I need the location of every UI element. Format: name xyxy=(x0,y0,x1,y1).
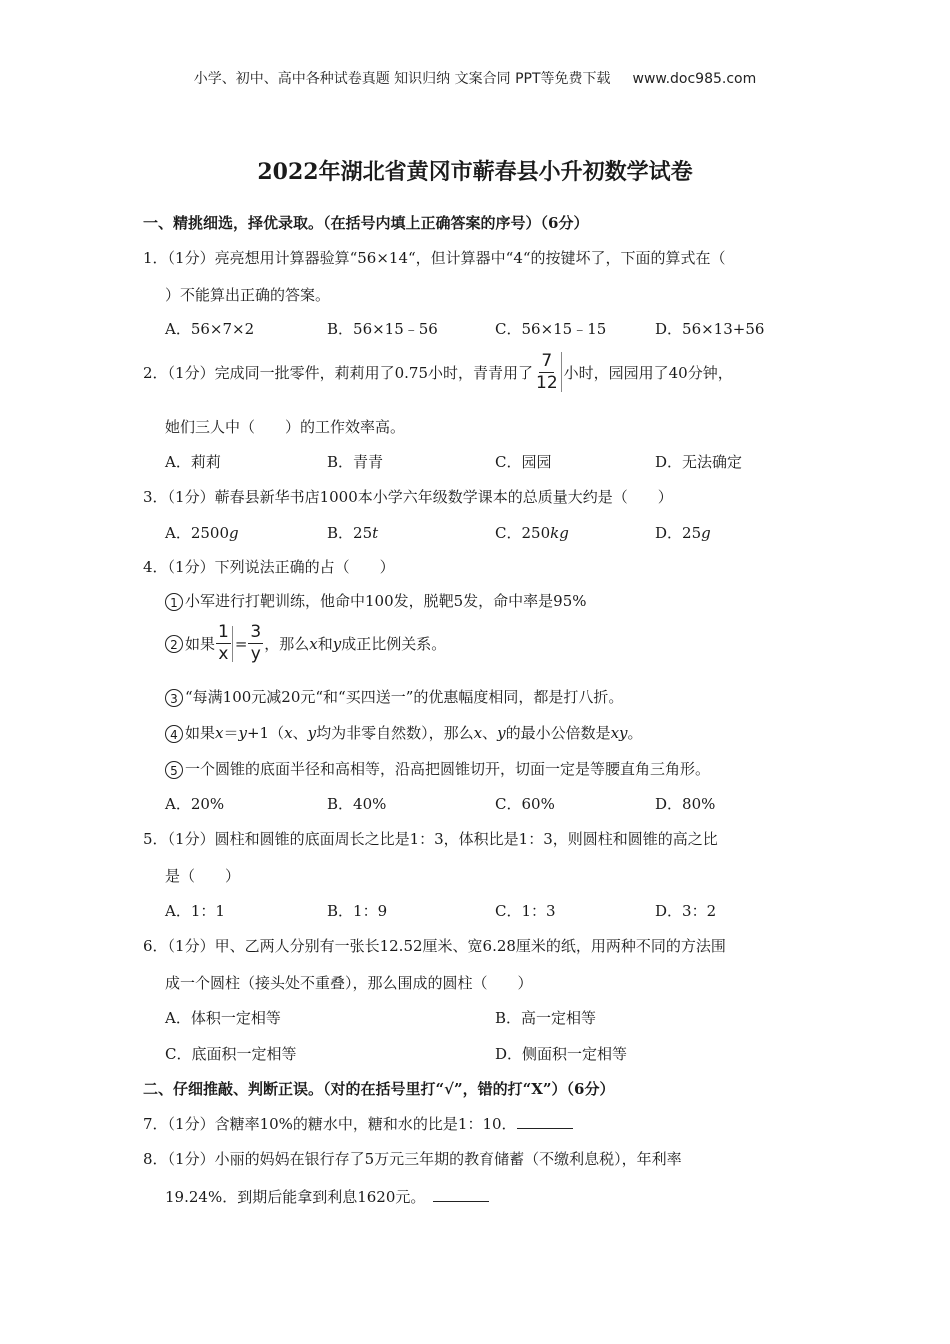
q2-text-pre: 2．（1分）完成同一批零件，莉莉用了0.75小时，青青用了 xyxy=(143,363,533,382)
q7-answer-blank[interactable] xyxy=(517,1114,573,1129)
q3-line1: 3．（1分）蕲春县新华书店1000本小学六年级数学课本的总质量大约是（ ） xyxy=(143,488,673,506)
header-url: www.doc985.com xyxy=(632,71,757,87)
q5-line2: 是（ ） xyxy=(165,867,241,885)
q8-answer-blank[interactable] xyxy=(433,1187,489,1202)
q3-option-a: A．2500g xyxy=(165,524,239,542)
q5-option-b: B．1：9 xyxy=(327,902,388,920)
q6-line1: 6．（1分）甲、乙两人分别有一张长12.52厘米、宽6.28厘米的纸，用两种不同的方法围 xyxy=(143,937,726,955)
q4-statement-1: 1 小军进行打靶训练，他命中100发，脱靶5发，命中率是95% xyxy=(165,590,587,611)
q1-line1: 1．（1分）亮亮想用计算器验算“56×14“，但计算器中“4“的按键坏了，下面的算式在（ xyxy=(143,249,726,267)
q2-fraction xyxy=(534,350,560,393)
q2-fraction-denominator: 12 xyxy=(536,372,558,393)
q2-line2: 她们三人中（ ）的工作效率高。 xyxy=(165,418,406,436)
q6-option-b: B．高一定相等 xyxy=(495,1009,597,1027)
q1-line2: ）不能算出正确的答案。 xyxy=(165,286,331,304)
circled-number-5: 5 xyxy=(165,761,183,779)
q2-option-a: A．莉莉 xyxy=(165,453,221,471)
fraction-divider xyxy=(561,352,562,392)
q4-fraction-2: $\frac{3}{y}$ xyxy=(250,622,262,664)
q1-option-d: D．56×13+56 xyxy=(655,320,765,338)
q2-fraction-numerator: 7 xyxy=(541,350,553,371)
q7-line1: 7．（1分）含糖率10%的糖水中，糖和水的比是1：10． xyxy=(143,1113,573,1134)
fraction-divider xyxy=(232,626,233,662)
q6-line2: 成一个圆柱（接头处不重叠），那么围成的圆柱（ ） xyxy=(165,974,533,992)
q2-option-c: C．园园 xyxy=(495,453,552,471)
q5-option-a: A．1：1 xyxy=(165,902,225,920)
q4-option-d: D．80% xyxy=(655,795,716,813)
section-1-heading: 一、精挑细选，择优录取。（在括号内填上正确答案的序号）（6分） xyxy=(143,214,589,232)
q2-option-b: B．青青 xyxy=(327,453,384,471)
q4-statement-2: 2 如果 $\frac{1}{x}$ = $\frac{3}{y}$ ，那么 x 和 y 成正比例关系。 xyxy=(165,624,446,663)
page-title: 2022年湖北省黄冈市蕲春县小升初数学试卷 xyxy=(257,159,693,185)
q6-option-a: A．体积一定相等 xyxy=(165,1009,281,1027)
q4-statement-3: 3 “每满100元减20元“和“买四送一”的优惠幅度相同，都是打八折。 xyxy=(165,686,623,707)
circled-number-1: 1 xyxy=(165,593,183,611)
q2-text-post: 小时，园园用了40分钟， xyxy=(563,363,733,382)
q3-option-b: B．25t xyxy=(327,524,379,542)
q4-fraction-1: $\frac{1}{x}$ xyxy=(218,622,229,664)
q2-option-d: D．无法确定 xyxy=(655,453,743,471)
circled-number-4: 4 xyxy=(165,725,183,743)
page-header xyxy=(0,68,950,88)
q5-line1: 5．（1分）圆柱和圆锥的底面周长之比是1：3，体积比是1：3，则圆柱和圆锥的高之比 xyxy=(143,830,718,848)
circled-number-2: 2 xyxy=(165,635,183,653)
q2-line1 xyxy=(143,352,733,392)
q5-option-c: C．1：3 xyxy=(495,902,556,920)
q4-statement-5: 5 一个圆锥的底面半径和高相等，沿高把圆锥切开，切面一定是等腰直角三角形。 xyxy=(165,758,710,779)
q4-line1: 4．（1分）下列说法正确的占（ ） xyxy=(143,558,395,576)
q4-statement-4: 4 如果x＝y+1（x、y均为非零自然数），那么x、y的最小公倍数是xy。 xyxy=(165,722,643,743)
q6-option-d: D．侧面积一定相等 xyxy=(495,1045,628,1063)
q6-option-c: C．底面积一定相等 xyxy=(165,1045,297,1063)
q8-line2: 19.24%．到期后能拿到利息1620元。 xyxy=(165,1186,489,1207)
q3-option-c: C．250kg xyxy=(495,524,569,542)
q5-option-d: D．3：2 xyxy=(655,902,717,920)
q4-option-a: A．20% xyxy=(165,795,225,813)
q4-option-c: C．60% xyxy=(495,795,555,813)
section-2-heading: 二、仔细推敲、判断正误。（对的在括号里打“√”，错的打“X”）（6分） xyxy=(143,1080,615,1098)
q1-option-b: B．56×15﹣56 xyxy=(327,320,438,338)
q8-line1: 8．（1分）小丽的妈妈在银行存了5万元三年期的教育储蓄（不缴利息税），年利率 xyxy=(143,1150,682,1168)
header-text: 小学、初中、高中各种试卷真题 知识归纳 文案合同 PPT等免费下载 xyxy=(193,71,611,87)
q4-option-b: B．40% xyxy=(327,795,387,813)
circled-number-3: 3 xyxy=(165,689,183,707)
q1-option-c: C．56×15﹣15 xyxy=(495,320,607,338)
q1-option-a: A．56×7×2 xyxy=(165,320,255,338)
q3-option-d: D．25g xyxy=(655,524,711,542)
